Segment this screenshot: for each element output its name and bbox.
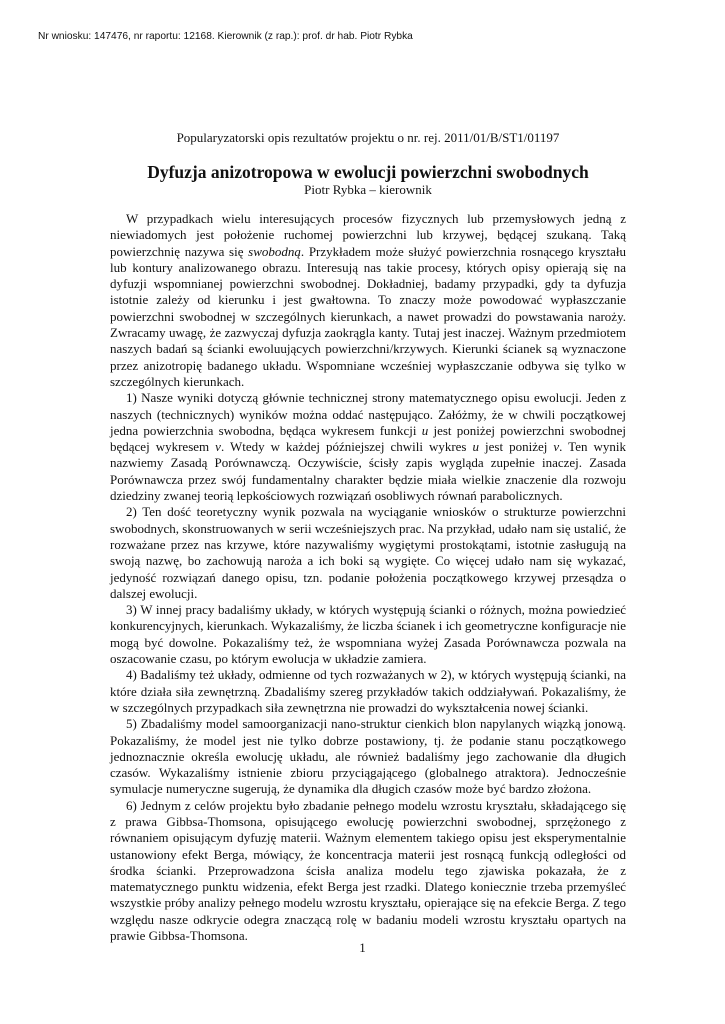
paragraph-4: 4) Badaliśmy też układy, odmienne od tych rozważanych w 2), w których występują ścianki, na które działa siła zewnętrzną. Zbadaliśmy szereg przykładów takich oddziaływań. Pokazaliśmy, że w szczególnych przypadkach siła zewnętrzna nie prowadzi do wykształcenia nowej ścianki. (110, 667, 626, 715)
math-u: u (472, 439, 480, 455)
math-v: v (553, 439, 560, 455)
author-line: Piotr Rybka – kierownik (304, 182, 432, 197)
paragraph-6: 6) Jednym z celów projektu było zbadanie pełnego modelu wzrostu kryształu, składającego się z prawa Gibbsa-Thomsona, opisującego ewolucję powierzchni swobodnej, sprzężonego z równaniem opisującym dyfuzję materii. Ważnym elementem takiego opisu jest eksperymentalnie ustanowiony efekt Berga, mówiący, że koncentracja materii jest rosnącą funkcją odległości od środka ścianki. Przeprowadzona ścisła analiza modelu tego zjawiska pokazała, że z matematycznego punktu widzenia, efekt Berga jest rzadki. Dlatego koniecznie trzeba przemyśleć wszystkie próby analizy pełnego modelu wzrostu kryształu, opierające się na efekcie Berga. Z tego względu nasze odkrycie odegra znaczącą rolę w badaniu modeli wzrostu kryształu opartych na prawie Gibbsa-Thomsona. (110, 797, 626, 944)
paragraph-3: 3) W innej pracy badaliśmy układy, w których występują ścianki o różnych, można powiedzieć konkurencyjnych, kierunkach. Wykazaliśmy, że liczba ścianek i ich geometryczne konfiguracje nie mogą być dowolne. Pokazaliśmy też, że wspomniana wyżej Zasada Porównawcza pozwala na oszacowanie czasu, po którym ewolucja w układzie zamiera. (110, 602, 626, 667)
paragraph-1: 1) Nasze wyniki dotyczą głównie technicznej strony matematycznego opisu ewolucji. Jeden z naszych (technicznych) wyników można oddać następująco. Załóżmy, że w chwili początkowej jedna powierzchnia swobodna, będąca wykresem funkcji u jest poniżej powierzchni swobodnej będącej wykresem v. Wtedy w każdej późniejszej chwili wykres u jest poniżej v. Ten wynik nazwiemy Zasadą Porównawczą. Oczywiście, ścisły zapis wygląda zupełnie inaczej. Zasada Porównawcza przez swój fundamentalny charakter będzie miała wielkie znaczenie dla rozwoju dziedziny zwanej teorią lepkościowych rozwiązań osobliwych równań parabolicznych. (110, 390, 626, 504)
document-title: Dyfuzja anizotropowa w ewolucji powierzchni swobodnych (147, 162, 589, 182)
paragraph-5: 5) Zbadaliśmy model samoorganizacji nano-struktur cienkich blon napylanych wiązką jonową. Pokazaliśmy, że model jest nie tylko dobrze postawiony, tj. że podanie stanu początkowego jednoznacznie określa ewolucję układu, ale również badaliśmy jego zachowanie dla długich czasów. Wykazaliśmy istnienie zbioru przyciągającego (globalnego atraktora). Jednocześnie symulacje numeryczne sugerują, że dynamika dla długich czasów może być bardzo złożona. (110, 716, 626, 797)
paragraph-2: 2) Ten dość teoretyczny wynik pozwala na wyciąganie wniosków o strukturze powierzchni swobodnych, skonstruowanych w serii wcześniejszych prac. Na przykład, udało nam się ustalić, że rozważane przez nas krzywe, które nazywaliśmy wygiętymi prostokątami, istotnie zasługują na swoją nazwę, bo zachowują naroża a ich boki są wygięte. Co więcej udało nam się wykazać, jedyność rozwiązań danego opisu, tzn. podanie położenia początkowego krzywej przesądza o dalszej ewolucji. (110, 504, 626, 601)
page-number: 1 (359, 940, 366, 955)
paragraph-intro: W przypadkach wielu interesujących procesów fizycznych lub przemysłowych jedną z niewiadomych jest położenie ruchomej powierzchni lub krzywej, będącej szukaną. Taką powierzchnię nazywa się swobodną. Przykładem może służyć powierzchnia rosnącego kryształu lub kontury analizowanego obrazu. Interesują nas takie procesy, których opisy opierają się na dyfuzji wspomnianej powierzchni swobodnej. Dokładniej, badamy przypadki, gdy ta dyfuzja istotnie zależy od kierunku i jest gwałtowna. To znaczy może powodować wypłaszczanie powierzchni swobodnej w szczególnych kierunkach, a nawet prowadzi do powstawania naroży. Zwracamy uwagę, że zazwyczaj dyfuzja zaokrągla kanty. Tutaj jest inaczej. Ważnym przedmiotem naszych badań są ścianki ewoluujących powierzchni/krzywych. Kierunki ścianek są wyznaczone przez anizotropię badanego układu. Wspomniane wcześniej wypłaszczanie odbywa się tylko w szczególnych kierunkach. (110, 211, 626, 389)
header-note: Nr wniosku: 147476, nr raportu: 12168. Kierownik (z rap.): prof. dr hab. Piotr Rybka (38, 31, 413, 42)
math-u: u (421, 422, 429, 438)
italic-term: swobodną (248, 243, 301, 259)
math-v: v (215, 439, 221, 455)
document-body (110, 130, 626, 944)
project-line: Popularyzatorski opis rezultatów projektu o nr. rej. 2011/01/B/ST1/01197 (176, 130, 560, 145)
